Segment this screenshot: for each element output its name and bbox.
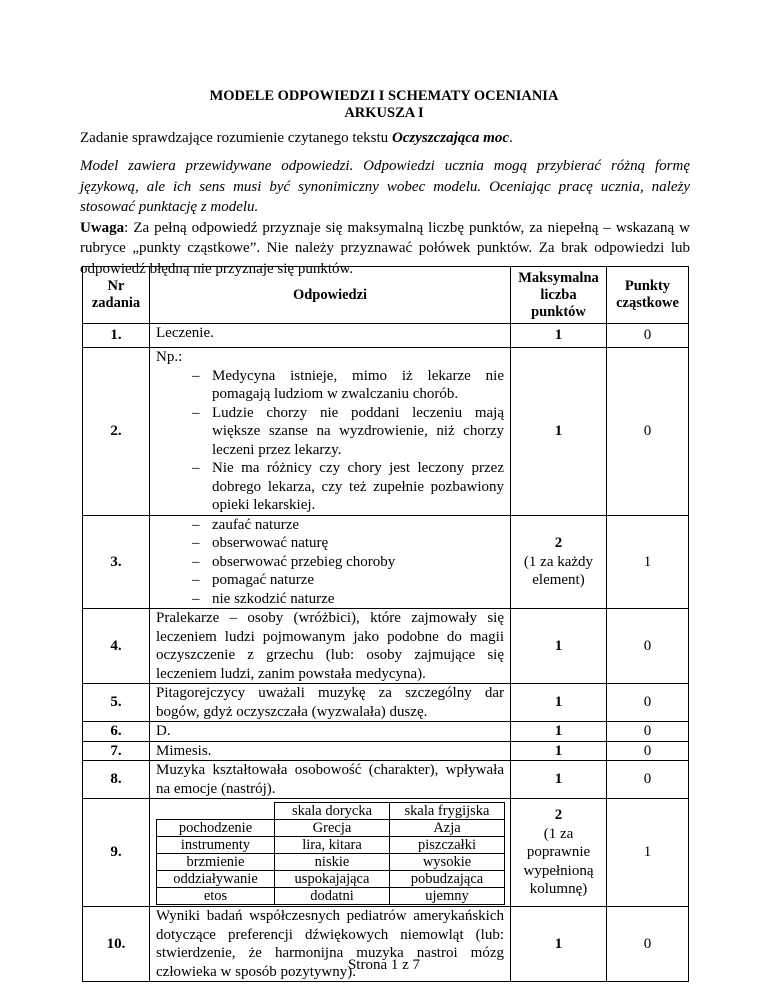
task-description <box>80 128 690 149</box>
table-row <box>83 722 689 742</box>
list-item: – Nie ma różnicy czy chory jest leczony przez dobrego lekarza, czy też zupełnie pozbawiony opieki lekarskiej. <box>156 459 504 515</box>
row-max: 1 <box>511 761 607 799</box>
row-max: 1 <box>511 907 607 982</box>
row-max: 2 <box>554 807 563 824</box>
warning-text: : Za pełną odpowiedź przyznaje się maksymalną liczbę punktów, za niepełną – wskazaną w rubryce „punkty cząstkowe”. Nie należy przyznawać połówek punktów. Za brak odpowiedzi lub odpowiedź błędną nie przyznaje się punktów. <box>80 219 690 277</box>
scales-cell: oddziaływanie <box>157 871 275 888</box>
list-item: – pomagać naturze <box>156 571 504 590</box>
page-number: Strona 1 z 7 <box>347 957 421 973</box>
scales-corner <box>157 803 275 820</box>
list-item: – Medycyna istnieje, mimo iż lekarze nie pomagają ludziom w zwalczaniu chorób. <box>156 367 504 404</box>
row-max: 1 <box>511 324 607 348</box>
row-answer <box>150 799 511 907</box>
row-answer: Mimesis. <box>150 741 511 761</box>
list-item: – Ludzie chorzy nie poddani leczeniu mają większe szanse na wyzdrowienie, niż chorzy leczeni przez lekarzy. <box>156 404 504 460</box>
scales-cell: pobudzająca <box>390 871 505 888</box>
row-nr: 6. <box>83 722 150 742</box>
scoring-table <box>82 266 689 982</box>
scales-cell: dodatni <box>275 888 390 905</box>
row-max: 1 <box>511 684 607 722</box>
list-item: – obserwować przebieg choroby <box>156 553 504 572</box>
row-max: 1 <box>511 609 607 684</box>
row-partial: 0 <box>607 741 689 761</box>
row-answer <box>150 515 511 609</box>
answer-list <box>156 516 504 609</box>
scales-cell: etos <box>157 888 275 905</box>
task-prefix: Zadanie sprawdzające rozumienie czytanego tekstu <box>80 130 392 146</box>
scales-row <box>157 837 505 854</box>
row-partial: 0 <box>607 761 689 799</box>
list-item: – zaufać naturze <box>156 516 504 535</box>
row-max: 1 <box>511 348 607 516</box>
header-answers: Odpowiedzi <box>150 267 511 324</box>
row-max: 2 <box>554 535 563 551</box>
table-row <box>83 324 689 348</box>
scales-cell: Azja <box>390 820 505 837</box>
row-partial: 1 <box>607 515 689 609</box>
row-max-note: (1 za poprawnie wypełnioną kolumnę) <box>523 825 594 898</box>
scales-cell: pochodzenie <box>157 820 275 837</box>
row-partial: 0 <box>607 609 689 684</box>
row-partial: 0 <box>607 722 689 742</box>
scales-cell: Grecja <box>275 820 390 837</box>
row-max: 1 <box>511 741 607 761</box>
row-answer: Pitagorejczycy uważali muzykę za szczególny dar bogów, gdyż oczyszczała (wyzwalała) duszę. <box>150 684 511 722</box>
header-max: Maksymalna liczba punktów <box>511 267 607 324</box>
warning-label: Uwaga <box>80 219 125 236</box>
row-partial: 0 <box>607 324 689 348</box>
header-nr: Nr zadania <box>83 267 150 324</box>
instructions <box>80 156 690 279</box>
scales-row <box>157 888 505 905</box>
row-partial: 0 <box>607 907 689 982</box>
row-max-cell <box>511 799 607 907</box>
row-nr: 9. <box>83 799 150 907</box>
row-answer: Muzyka kształtowała osobowość (charakter), wpływała na emocje (nastrój). <box>150 761 511 799</box>
scales-cell: ujemny <box>390 888 505 905</box>
scales-cell: brzmienie <box>157 854 275 871</box>
document-title-line1: MODELE ODPOWIEDZI I SCHEMATY OCENIANIA <box>209 88 559 104</box>
table-row <box>83 609 689 684</box>
scales-header: skala frygijska <box>390 803 505 820</box>
row-max-note: (1 za każdy element) <box>523 553 594 588</box>
row-nr: 5. <box>83 684 150 722</box>
row-nr: 1. <box>83 324 150 348</box>
scales-row <box>157 871 505 888</box>
scales-cell: instrumenty <box>157 837 275 854</box>
scales-row <box>157 854 505 871</box>
row-nr: 10. <box>83 907 150 982</box>
list-item: – obserwować naturę <box>156 534 504 553</box>
scales-header: skala dorycka <box>275 803 390 820</box>
table-row <box>83 684 689 722</box>
scales-cell: wysokie <box>390 854 505 871</box>
row-nr: 8. <box>83 761 150 799</box>
text-title: Oczyszczająca moc <box>391 130 509 146</box>
answer-intro: Np.: <box>156 349 183 365</box>
row-partial: 1 <box>607 799 689 907</box>
task-suffix: . <box>509 130 513 146</box>
row-answer: Pralekarze – osoby (wróżbici), które zajmowały się leczeniem ludzi pojmowanym jako podobne do magii oczyszczenie z grzechu (lub: osoby zajmujące się leczeniem ludzi, zanim powstała medycyna). <box>150 609 511 684</box>
table-row <box>83 348 689 516</box>
row-answer <box>150 348 511 516</box>
scales-header-row <box>157 803 505 820</box>
table-header-row <box>83 267 689 324</box>
row-nr: 2. <box>83 348 150 516</box>
row-max: 1 <box>511 722 607 742</box>
table-row <box>83 741 689 761</box>
table-row <box>83 799 689 907</box>
scales-cell: niskie <box>275 854 390 871</box>
table-row <box>83 515 689 609</box>
row-answer: Wyniki badań współczesnych pediatrów amerykańskich dotyczące preferencji dźwiękowych niemowląt (lub: stwierdzenie, że harmonijna muzyka nastroi mózg człowieka w sposób pozytywny). <box>150 907 511 982</box>
header-partial: Punkty cząstkowe <box>607 267 689 324</box>
row-nr: 4. <box>83 609 150 684</box>
document-title-line2: ARKUSZA I <box>344 105 424 121</box>
row-partial: 0 <box>607 684 689 722</box>
scales-cell: uspokajająca <box>275 871 390 888</box>
scales-cell: piszczałki <box>390 837 505 854</box>
row-nr: 7. <box>83 741 150 761</box>
scales-cell: lira, kitara <box>275 837 390 854</box>
answer-list <box>156 367 504 515</box>
scales-table <box>156 802 505 905</box>
list-item: – nie szkodzić naturze <box>156 590 504 609</box>
row-max-cell <box>511 515 607 609</box>
model-note: Model zawiera przewidywane odpowiedzi. Odpowiedzi ucznia mogą przybierać różną formę językową, ale ich sens musi być synonimiczny wobec modelu. Oceniając pracę ucznia, należy stosować punktację z modelu. <box>80 158 690 215</box>
row-answer: D. <box>150 722 511 742</box>
row-partial: 0 <box>607 348 689 516</box>
row-answer: Leczenie. <box>150 324 511 348</box>
scales-row <box>157 820 505 837</box>
row-nr: 3. <box>83 515 150 609</box>
table-row <box>83 761 689 799</box>
